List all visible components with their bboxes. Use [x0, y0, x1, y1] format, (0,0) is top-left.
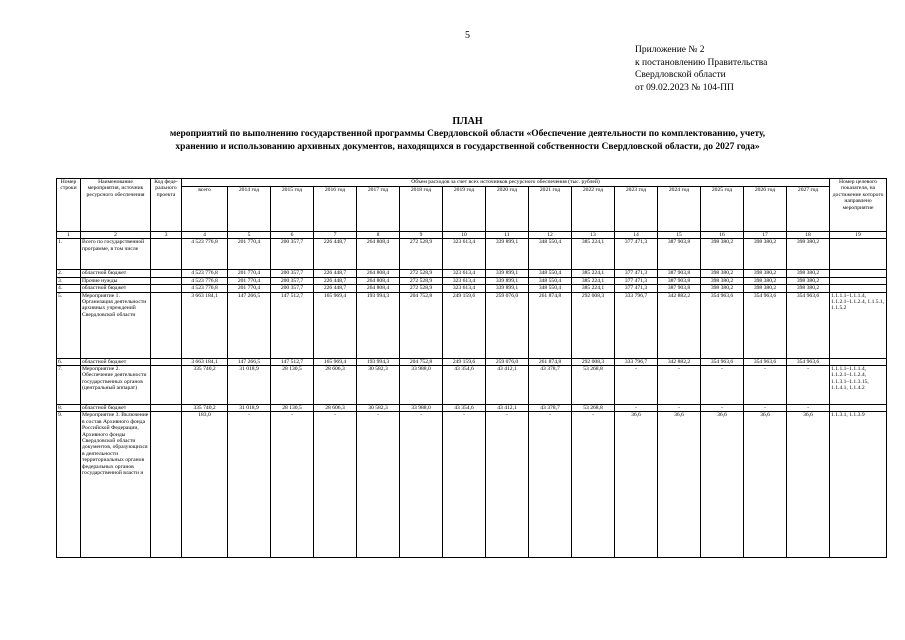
row-value: 28 130,5 — [271, 405, 314, 412]
row-value: - — [228, 412, 271, 558]
column-number: 6 — [271, 232, 314, 239]
header-name: Наименование мероприятия, источник ресурсного обеспечения — [81, 179, 151, 232]
row-value: 398 380,2 — [787, 239, 830, 270]
row-value: - — [271, 412, 314, 558]
row-value: 323 613,4 — [443, 239, 486, 270]
column-number: 14 — [615, 232, 658, 239]
appendix-line-3: Свердловской области — [635, 70, 726, 80]
row-value: 354 963,6 — [701, 358, 744, 365]
row-name: областной бюджет — [81, 358, 151, 365]
header-year: 2025 год — [701, 187, 744, 232]
row-value: 200 357,7 — [271, 285, 314, 292]
row-value: 333 796,7 — [615, 358, 658, 365]
header-row-number: Номер строки — [57, 179, 81, 232]
page-number: 5 — [465, 30, 470, 41]
row-value: 385 224,1 — [572, 270, 615, 277]
row-name: Мероприятие 1. Организация деятельности архивных учреждений Свердловской области — [81, 292, 151, 358]
row-value: - — [529, 412, 572, 558]
header-year: 2019 год — [443, 187, 486, 232]
row-code — [151, 366, 182, 405]
appendix-line-4: от 09.02.2023 № 104-ПП — [635, 82, 734, 93]
row-number: 7. — [57, 366, 81, 405]
row-value: 183,0 — [182, 412, 228, 558]
header-expenses: Объем расходов за счет всех источников ресурсного обеспечения (тыс. рублей) — [182, 179, 830, 187]
row-value: - — [744, 405, 787, 412]
row-code — [151, 239, 182, 270]
row-value: 28 606,3 — [314, 405, 357, 412]
row-value: 43 378,7 — [529, 366, 572, 405]
header-year: 2021 год — [529, 187, 572, 232]
row-value: 53 268,8 — [572, 366, 615, 405]
row-value: 323 613,4 — [443, 277, 486, 284]
row-value: 204 752,8 — [400, 358, 443, 365]
row-value: 226 448,7 — [314, 270, 357, 277]
row-target — [830, 270, 887, 277]
row-value: 43 354,6 — [443, 366, 486, 405]
row-value: 165 969,4 — [314, 358, 357, 365]
row-value: 259 076,0 — [486, 358, 529, 365]
row-value: - — [486, 412, 529, 558]
row-value: 4 523 776,8 — [182, 285, 228, 292]
plan-table — [56, 178, 887, 558]
row-value: 226 448,7 — [314, 239, 357, 270]
row-value: 272 528,9 — [400, 239, 443, 270]
row-value: 398 380,2 — [787, 277, 830, 284]
row-value: - — [787, 405, 830, 412]
row-value: 398 380,2 — [787, 285, 830, 292]
row-value: 28 130,5 — [271, 366, 314, 405]
row-value: 264 808,4 — [357, 239, 400, 270]
row-target — [830, 405, 887, 412]
row-value: 377 471,3 — [615, 277, 658, 284]
row-number: 1. — [57, 239, 81, 270]
row-value: 147 266,5 — [228, 292, 271, 358]
header-year: 2023 год — [615, 187, 658, 232]
row-value: - — [572, 412, 615, 558]
row-name: областной бюджет — [81, 405, 151, 412]
row-value: 201 770,4 — [228, 285, 271, 292]
row-number: 5. — [57, 292, 81, 358]
row-code — [151, 292, 182, 358]
row-value: 272 528,9 — [400, 277, 443, 284]
row-target — [830, 277, 887, 284]
row-value: 43 412,1 — [486, 366, 529, 405]
row-value: 193 994,3 — [357, 358, 400, 365]
row-value: 385 224,1 — [572, 239, 615, 270]
row-value: - — [615, 366, 658, 405]
row-value: 398 380,2 — [701, 277, 744, 284]
row-value: 147 266,5 — [228, 358, 271, 365]
appendix-line-1: Приложение № 2 — [635, 45, 705, 55]
row-value: 342 882,2 — [658, 358, 701, 365]
column-number: 4 — [182, 232, 228, 239]
row-name: Прочие нужды — [81, 277, 151, 284]
row-value: 377 471,3 — [615, 285, 658, 292]
table-row — [57, 270, 887, 277]
row-value: 31 018,9 — [228, 366, 271, 405]
row-value: 339 899,1 — [486, 239, 529, 270]
header-year: 2024 год — [658, 187, 701, 232]
row-value: 33 988,0 — [400, 366, 443, 405]
row-name: областной бюджет — [81, 285, 151, 292]
column-number: 17 — [744, 232, 787, 239]
row-value: 36,6 — [658, 412, 701, 558]
row-value: 200 357,7 — [271, 277, 314, 284]
table-row — [57, 366, 887, 405]
row-value: 36,6 — [701, 412, 744, 558]
row-code — [151, 277, 182, 284]
row-name: Всего по государственной программе, в том числе — [81, 239, 151, 270]
row-value: 387 903,8 — [658, 270, 701, 277]
header-year: 2014 год — [228, 187, 271, 232]
row-value: 354 963,6 — [744, 358, 787, 365]
row-value: 348 550,4 — [529, 277, 572, 284]
row-value: 398 380,2 — [744, 277, 787, 284]
row-name: Мероприятие 2. Обеспечение деятельности государственных органов (центральный аппарат) — [81, 366, 151, 405]
row-value: 348 550,4 — [529, 239, 572, 270]
appendix-block — [635, 44, 767, 94]
row-value: 30 582,3 — [357, 366, 400, 405]
row-number: 3. — [57, 277, 81, 284]
row-number: 2. — [57, 270, 81, 277]
row-value: 259 076,0 — [486, 292, 529, 358]
row-number: 6. — [57, 358, 81, 365]
row-value: 335 740,2 — [182, 366, 228, 405]
row-value: 387 903,8 — [658, 285, 701, 292]
table-row — [57, 292, 887, 358]
header-year: 2016 год — [314, 187, 357, 232]
header-year: 2015 год — [271, 187, 314, 232]
row-value: 200 357,7 — [271, 239, 314, 270]
row-value: 43 412,1 — [486, 405, 529, 412]
header-year: 2022 год — [572, 187, 615, 232]
column-number: 16 — [701, 232, 744, 239]
row-value: - — [787, 366, 830, 405]
row-value: 4 523 776,8 — [182, 277, 228, 284]
table-row — [57, 405, 887, 412]
row-value: 354 963,6 — [787, 292, 830, 358]
row-value: 43 378,7 — [529, 405, 572, 412]
row-value: 249 159,6 — [443, 358, 486, 365]
table-row — [57, 285, 887, 292]
header-year: 2017 год — [357, 187, 400, 232]
row-value: 272 528,9 — [400, 270, 443, 277]
row-value: - — [400, 412, 443, 558]
row-value: 249 159,6 — [443, 292, 486, 358]
row-value: 201 770,4 — [228, 239, 271, 270]
appendix-line-2: к постановлению Правительства — [635, 57, 768, 68]
row-value: 36,6 — [615, 412, 658, 558]
row-name: областной бюджет — [81, 270, 151, 277]
row-value: 3 663 184,1 — [182, 358, 228, 365]
row-code — [151, 270, 182, 277]
column-number: 8 — [357, 232, 400, 239]
row-value: - — [443, 412, 486, 558]
column-number: 3 — [151, 232, 182, 239]
row-value: 165 969,4 — [314, 292, 357, 358]
row-code — [151, 285, 182, 292]
row-value: 342 882,2 — [658, 292, 701, 358]
row-value: 264 808,4 — [357, 277, 400, 284]
row-value: 292 008,3 — [572, 358, 615, 365]
title-line-1: мероприятий по выполнению государственной программы Свердловской области «Обеспечение деятельности по комплектованию, учету, — [169, 129, 766, 139]
row-value: 272 528,9 — [400, 285, 443, 292]
row-value: 147 512,7 — [271, 292, 314, 358]
row-value: 335 740,2 — [182, 405, 228, 412]
column-number: 18 — [787, 232, 830, 239]
header-year: 2018 год — [400, 187, 443, 232]
row-value: 339 899,1 — [486, 270, 529, 277]
header-year: 2027 год — [787, 187, 830, 232]
document-title — [60, 115, 875, 154]
row-target — [830, 239, 887, 270]
row-value: 36,6 — [744, 412, 787, 558]
row-value: 30 582,3 — [357, 405, 400, 412]
row-value: 354 963,6 — [701, 292, 744, 358]
header-year: всего — [182, 187, 228, 232]
row-value: 354 963,6 — [787, 358, 830, 365]
row-value: - — [701, 366, 744, 405]
row-target: 1.1.1.1–1.1.1.4, 1.1.2.1–1.1.2.4, 1.1.5.1, 1.1.5.2 — [830, 292, 887, 358]
row-value: 377 471,3 — [615, 239, 658, 270]
table-row — [57, 358, 887, 365]
row-target: 1.1.1.1–1.1.1.4, 1.1.2.1–1.1.2.4, 1.1.3.1–1.1.3.15, 1.1.4.1, 1.1.4.2 — [830, 366, 887, 405]
row-value: 385 224,1 — [572, 285, 615, 292]
row-value: 53 268,8 — [572, 405, 615, 412]
row-value: 33 988,0 — [400, 405, 443, 412]
row-value: 398 380,2 — [701, 285, 744, 292]
row-value: 323 613,4 — [443, 285, 486, 292]
row-value: 261 874,8 — [529, 292, 572, 358]
column-number: 10 — [443, 232, 486, 239]
row-value: 43 354,6 — [443, 405, 486, 412]
row-value: 4 523 776,8 — [182, 239, 228, 270]
row-value: 387 903,8 — [658, 277, 701, 284]
row-value: - — [357, 412, 400, 558]
row-value: 4 523 776,8 — [182, 270, 228, 277]
table-row — [57, 277, 887, 284]
row-value: 201 770,4 — [228, 270, 271, 277]
row-value: 261 874,8 — [529, 358, 572, 365]
row-value: 226 448,7 — [314, 277, 357, 284]
row-value: 28 606,3 — [314, 366, 357, 405]
row-value: 398 380,2 — [744, 239, 787, 270]
row-value: - — [658, 405, 701, 412]
row-value: 348 550,4 — [529, 285, 572, 292]
row-value: 292 008,3 — [572, 292, 615, 358]
table-row — [57, 412, 887, 558]
column-number: 2 — [81, 232, 151, 239]
row-name: Мероприятие 3. Включение в состав Архивного фонда Российской Федерации, Архивного фонды Свердловской области документов, образующихся в деятельности территориальных органов федеральных органов государственной власти и — [81, 412, 151, 558]
row-value: 339 899,1 — [486, 277, 529, 284]
row-value: - — [701, 405, 744, 412]
column-number: 9 — [400, 232, 443, 239]
column-number: 5 — [228, 232, 271, 239]
table-row — [57, 239, 887, 270]
column-number: 13 — [572, 232, 615, 239]
row-target: 1.1.3.1, 1.1.3.9 — [830, 412, 887, 558]
row-value: 398 380,2 — [701, 239, 744, 270]
row-target — [830, 285, 887, 292]
row-value: 385 224,1 — [572, 277, 615, 284]
row-code — [151, 405, 182, 412]
row-value: 201 770,4 — [228, 277, 271, 284]
row-value: - — [658, 366, 701, 405]
row-value: 387 903,8 — [658, 239, 701, 270]
column-number: 19 — [830, 232, 887, 239]
row-code — [151, 412, 182, 558]
header-federal-project: Код феде-рального проекта — [151, 179, 182, 232]
column-number: 12 — [529, 232, 572, 239]
row-value: 204 752,8 — [400, 292, 443, 358]
title-main: ПЛАН — [452, 116, 483, 127]
row-value: 348 550,4 — [529, 270, 572, 277]
header-year: 2026 год — [744, 187, 787, 232]
column-number: 15 — [658, 232, 701, 239]
row-value: 193 994,3 — [357, 292, 400, 358]
row-value: 398 380,2 — [744, 285, 787, 292]
row-value: 323 613,4 — [443, 270, 486, 277]
row-value: 226 448,7 — [314, 285, 357, 292]
header-year: 2020 год — [486, 187, 529, 232]
row-value: 264 808,4 — [357, 285, 400, 292]
row-value: 333 796,7 — [615, 292, 658, 358]
row-value: 36,6 — [787, 412, 830, 558]
row-value: 398 380,2 — [787, 270, 830, 277]
row-number: 9. — [57, 412, 81, 558]
header-target: Номер целевого показателя, на достижение которого направлено мероприятие — [830, 179, 887, 232]
row-value: 377 471,3 — [615, 270, 658, 277]
row-value: 339 899,1 — [486, 285, 529, 292]
row-value: 147 512,7 — [271, 358, 314, 365]
row-value: - — [744, 366, 787, 405]
row-target — [830, 358, 887, 365]
row-number: 8. — [57, 405, 81, 412]
row-number: 4. — [57, 285, 81, 292]
row-value: - — [615, 405, 658, 412]
row-value: 200 357,7 — [271, 270, 314, 277]
row-value: - — [314, 412, 357, 558]
row-value: 354 963,6 — [744, 292, 787, 358]
column-number: 1 — [57, 232, 81, 239]
row-value: 3 663 184,1 — [182, 292, 228, 358]
row-value: 31 018,9 — [228, 405, 271, 412]
row-value: 264 808,4 — [357, 270, 400, 277]
title-line-2: хранению и использованию архивных документов, находящихся в государственной собственности Свердловской области, до 2027 года» — [175, 142, 760, 152]
row-value: 398 380,2 — [744, 270, 787, 277]
row-code — [151, 358, 182, 365]
column-number: 7 — [314, 232, 357, 239]
row-value: 398 380,2 — [701, 270, 744, 277]
column-number: 11 — [486, 232, 529, 239]
